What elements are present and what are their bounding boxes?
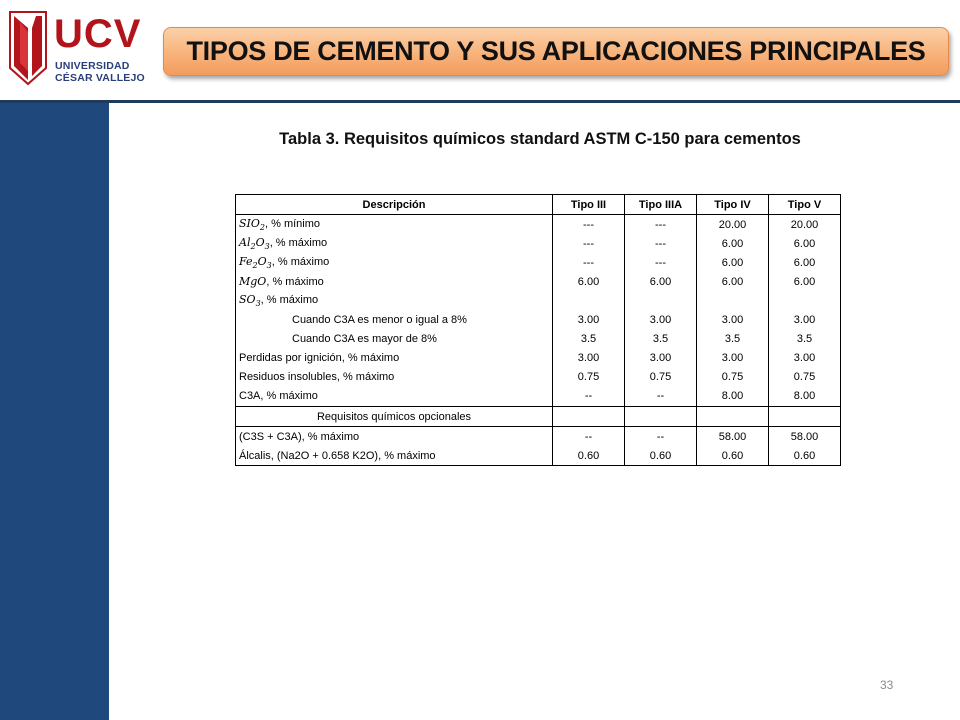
table-row — [236, 349, 841, 368]
logo-wordmark: UCV — [54, 12, 142, 56]
cell-value: 0.75 — [697, 368, 769, 387]
slide-title-banner — [163, 27, 949, 76]
cell-value: 3.5 — [697, 330, 769, 349]
col-header-tipo-iiia: Tipo IIIA — [625, 195, 697, 215]
cell-value: 58.00 — [697, 427, 769, 447]
cell-value: 0.75 — [553, 368, 625, 387]
cell-value: -- — [625, 387, 697, 407]
cell-value: 0.75 — [769, 368, 841, 387]
cell-value: -- — [625, 427, 697, 447]
cell-value: 3.00 — [769, 311, 841, 330]
row-label-insoluble: Residuos insolubles, % máximo — [236, 368, 553, 387]
cell-value: -- — [553, 427, 625, 447]
table-row — [236, 427, 841, 447]
row-label-fe2o3: $Fe_2O_3$, % máximo — [236, 253, 553, 272]
table-header-row — [236, 195, 841, 215]
cell-value: 3.00 — [697, 349, 769, 368]
logo-university-name: UNIVERSIDAD CÉSAR VALLEJO — [55, 60, 145, 84]
row-label-alkalis: Álcalis, (Na2O + 0.658 K2O), % máximo — [236, 446, 553, 466]
cell-value: 3.00 — [625, 311, 697, 330]
table-row — [236, 311, 841, 330]
cell-value: 3.00 — [553, 349, 625, 368]
cell-value: --- — [553, 215, 625, 235]
sidebar-band — [0, 103, 109, 720]
cell-value: 0.60 — [697, 446, 769, 466]
cell-value: 3.5 — [769, 330, 841, 349]
row-label-so3-low: Cuando C3A es menor o igual a 8% — [236, 311, 553, 330]
cell-value: 6.00 — [697, 253, 769, 272]
cell-value: 6.00 — [697, 234, 769, 253]
ucv-shield-icon — [6, 8, 50, 88]
row-label-c3s-c3a: (C3S + C3A), % máximo — [236, 427, 553, 447]
cell-value: 8.00 — [697, 387, 769, 407]
cell-value: 3.00 — [769, 349, 841, 368]
cell-value: 3.00 — [697, 311, 769, 330]
cell-value: 6.00 — [697, 272, 769, 291]
cell-value: 3.00 — [553, 311, 625, 330]
cell-value: --- — [553, 234, 625, 253]
cell-value: 0.75 — [625, 368, 697, 387]
row-label-so3: $SO_3$, % máximo — [236, 291, 553, 310]
cell-empty — [697, 407, 769, 427]
table-caption: Tabla 3. Requisitos químicos standard ASTM C-150 para cementos — [279, 130, 801, 148]
table-row — [236, 215, 841, 235]
row-label-ignition: Perdidas por ignición, % máximo — [236, 349, 553, 368]
page-number: 33 — [880, 678, 894, 692]
table-row — [236, 387, 841, 407]
cell-value: 58.00 — [769, 427, 841, 447]
cell-value: --- — [625, 234, 697, 253]
cell-empty — [697, 291, 769, 310]
cell-value: 20.00 — [697, 215, 769, 235]
cell-value: 6.00 — [625, 272, 697, 291]
cell-value: 8.00 — [769, 387, 841, 407]
section-label-optional: Requisitos químicos opcionales — [236, 407, 553, 427]
cell-value: 6.00 — [553, 272, 625, 291]
header-divider — [0, 100, 960, 103]
col-header-tipo-iii: Tipo III — [553, 195, 625, 215]
table-row — [236, 291, 841, 310]
chemical-requirements-table — [235, 194, 841, 466]
row-label-c3a: C3A, % máximo — [236, 387, 553, 407]
table-row — [236, 368, 841, 387]
cell-empty — [553, 407, 625, 427]
table-row — [236, 253, 841, 272]
table-section-row — [236, 407, 841, 427]
cell-empty — [625, 407, 697, 427]
row-label-mgo: MgO, % máximo — [236, 272, 553, 291]
cell-value: --- — [625, 253, 697, 272]
row-label-al2o3: $Al_2O_3$, % máximo — [236, 234, 553, 253]
table-row — [236, 234, 841, 253]
row-label-sio2: $SIO_2$, % mínimo — [236, 215, 553, 235]
table-row — [236, 272, 841, 291]
cell-empty — [553, 291, 625, 310]
cell-value: 6.00 — [769, 253, 841, 272]
col-header-description: Descripción — [236, 195, 553, 215]
cell-value: 3.5 — [625, 330, 697, 349]
cell-value: --- — [625, 215, 697, 235]
cell-value: 6.00 — [769, 272, 841, 291]
cell-value: 20.00 — [769, 215, 841, 235]
cell-empty — [625, 291, 697, 310]
slide-title: TIPOS DE CEMENTO Y SUS APLICACIONES PRINCIPALES — [186, 36, 926, 66]
cell-value: --- — [553, 253, 625, 272]
cell-empty — [769, 291, 841, 310]
cell-empty — [769, 407, 841, 427]
col-header-tipo-v: Tipo V — [769, 195, 841, 215]
row-label-so3-high: Cuando C3A es mayor de 8% — [236, 330, 553, 349]
ucv-logo — [6, 8, 146, 94]
table-row — [236, 446, 841, 466]
cell-value: 0.60 — [553, 446, 625, 466]
cell-value: 0.60 — [625, 446, 697, 466]
cell-value: 3.00 — [625, 349, 697, 368]
cell-value: 6.00 — [769, 234, 841, 253]
cell-value: 0.60 — [769, 446, 841, 466]
col-header-tipo-iv: Tipo IV — [697, 195, 769, 215]
cell-value: -- — [553, 387, 625, 407]
table-row — [236, 330, 841, 349]
cell-value: 3.5 — [553, 330, 625, 349]
